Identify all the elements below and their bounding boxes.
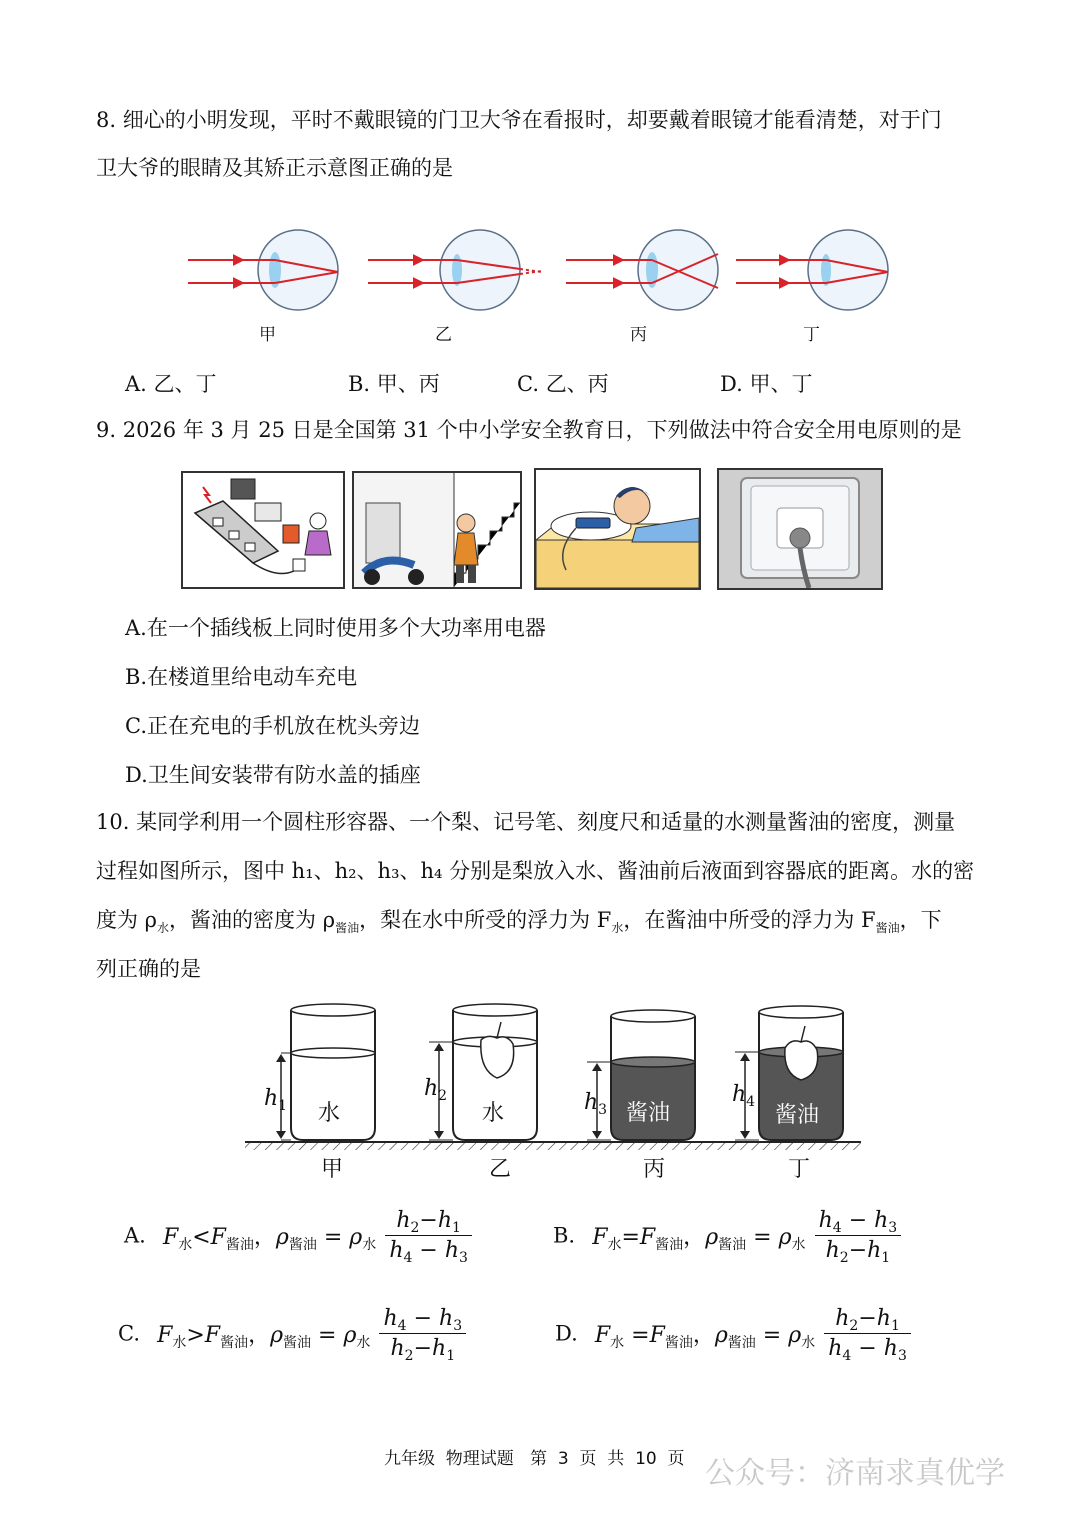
- q9-option-b[interactable]: B.在楼道里给电动车充电: [125, 665, 358, 689]
- phone-charging-bed-picture: [534, 468, 701, 590]
- beaker-ding-liquid-label: 酱油: [775, 1103, 820, 1128]
- q8-eye-diagrams: [180, 228, 900, 348]
- q10-option-c[interactable]: C. $F_水>F_{酱油}$，$\rho_{酱油} = \rho_水$ $\frac{h_4 - h_3}{h_2-h_1}$: [118, 1306, 466, 1361]
- h1-label: $h_1$: [264, 1086, 288, 1114]
- q9-option-c[interactable]: C.正在充电的手机放在枕头旁边: [125, 714, 420, 738]
- q8-option-c[interactable]: C. 乙、丙: [517, 372, 609, 396]
- beaker-bing-liquid-label: 酱油: [626, 1101, 671, 1126]
- eye-label-bing: 丙: [630, 325, 647, 345]
- eye-diagram-ding: [736, 230, 888, 310]
- q10-stem-line1: 10. 某同学利用一个圆柱形容器、一个梨、记号笔、刻度尺和适量的水测量酱油的密度，测量: [96, 810, 956, 834]
- q9-option-d[interactable]: D.卫生间安装带有防水盖的插座: [125, 763, 421, 787]
- stairwell-scooter-charging-picture: [352, 471, 522, 589]
- beaker-label-yi: 乙: [489, 1157, 512, 1182]
- q10-stem-line4: 列正确的是: [96, 957, 201, 981]
- q8-option-d[interactable]: D. 甲、丁: [720, 372, 813, 396]
- beaker-yi-liquid-label: 水: [482, 1101, 505, 1126]
- power-strip-overload-picture: [181, 471, 345, 589]
- q10-stem-line2: 过程如图所示，图中 h₁、h₂、h₃、h₄ 分别是梨放入水、酱油前后液面到容器底的距离。水的密: [96, 859, 975, 883]
- watermark: 公众号：济南求真优学: [705, 1456, 1005, 1491]
- q8-option-b[interactable]: B. 甲、丙: [348, 372, 440, 396]
- eye-label-jia: 甲: [259, 325, 276, 345]
- h3-label: $h_3$: [584, 1090, 608, 1118]
- eye-diagram-jia: [188, 230, 338, 310]
- q8-option-a[interactable]: A. 乙、丁: [125, 372, 217, 396]
- q10-option-a[interactable]: A. $F_水<F_{酱油}$，$\rho_{酱油} = \rho_水$ $\frac{h_2-h_1}{h_4 - h_3}$: [124, 1208, 472, 1263]
- q8-stem-line2: 卫大爷的眼睛及其矫正示意图正确的是: [96, 156, 453, 180]
- q10-stem-line3: 度为 $\rho_水$，酱油的密度为 $\rho_{酱油}$，梨在水中所受的浮力为 $F_水$，在酱油中所受的浮力为 $F_{酱油}$，下: [96, 908, 942, 935]
- eye-label-ding: 丁: [803, 325, 820, 345]
- h4-label: $h_4$: [732, 1082, 756, 1110]
- q10-option-b[interactable]: B. $F_水=F_{酱油}$，$\rho_{酱油} = \rho_水$ $\frac{h_4 - h_3}{h_2-h_1}$: [553, 1208, 901, 1263]
- eye-diagram-bing: [566, 230, 718, 310]
- q10-option-d[interactable]: D. $F_水 =F_{酱油}$，$\rho_{酱油} = \rho_水$ $\frac{h_2-h_1}{h_4 - h_3}$: [555, 1306, 911, 1361]
- beaker-jia-liquid-label: 水: [318, 1101, 341, 1126]
- beaker-label-bing: 丙: [643, 1157, 666, 1182]
- eye-diagram-yi: [368, 230, 542, 310]
- h2-label: $h_2$: [424, 1076, 448, 1104]
- waterproof-socket-picture: [717, 468, 883, 590]
- q9-stem: 9. 2026 年 3 月 25 日是全国第 31 个中小学安全教育日，下列做法中符合安全用电原则的是: [96, 418, 962, 442]
- page-footer: 九年级 物理试题 第 3 页 共 10 页: [384, 1449, 685, 1469]
- beaker-label-ding: 丁: [788, 1157, 811, 1182]
- eye-label-yi: 乙: [435, 325, 452, 345]
- q8-stem-line1: 8. 细心的小明发现，平时不戴眼镜的门卫大爷在看报时，却要戴着眼镜才能看清楚，对于门: [96, 108, 942, 132]
- beaker-label-jia: 甲: [321, 1157, 344, 1182]
- q9-option-a[interactable]: A.在一个插线板上同时使用多个大功率用电器: [125, 616, 546, 640]
